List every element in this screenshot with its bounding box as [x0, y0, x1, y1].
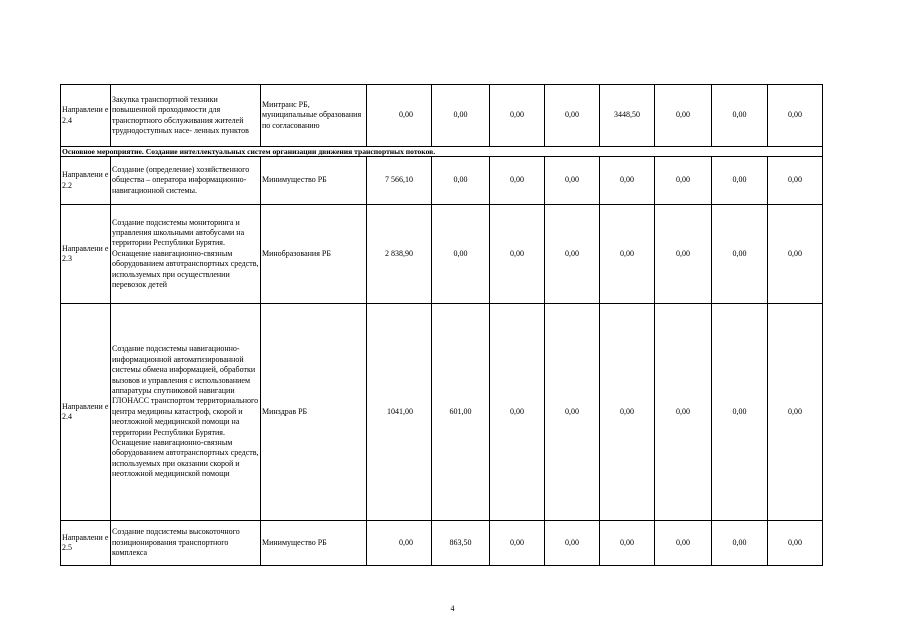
budget-table [60, 84, 823, 566]
value-cell: 0,00 [768, 304, 823, 521]
value-cell: 0,00 [768, 521, 823, 566]
value-cell: 0,00 [768, 85, 823, 147]
value-cell: 0,00 [545, 205, 600, 304]
value-cell: 0,00 [712, 157, 768, 205]
measure-name-cell: Создание подсистемы навигационно-информационной автоматизированной системы обмена информацией, обработки вызовов и управления с использованием аппаратуры спутниковой навигации ГЛОНАСС транспортом территориального центра медицины катастроф, скорой и неотложной медицинской помощи на территории Республики Бурятия. Оснащение навигационно-связным оборудованием автотранспортных средств, используемых при оказании скорой и неотложной медицинской помощи [111, 304, 261, 521]
value-cell: 0,00 [432, 157, 490, 205]
value-cell: 0,00 [545, 304, 600, 521]
value-cell: 0,00 [432, 205, 490, 304]
table-row [61, 304, 823, 521]
executor-cell: Минтранс РБ, муниципальные образования по согласованию [261, 85, 367, 147]
value-cell: 0,00 [768, 205, 823, 304]
value-cell: 0,00 [712, 205, 768, 304]
measure-name-cell: Создание подсистемы высокоточного позиционирования транспортного комплекса [111, 521, 261, 566]
value-cell: 0,00 [600, 521, 655, 566]
measure-name-cell: Закупка транспортной техники повышенной проходимости для транспортного обслуживания жителей труднодоступных насе- ленных пунктов [111, 85, 261, 147]
table-row [61, 521, 823, 566]
value-cell: 0,00 [545, 157, 600, 205]
value-cell: 0,00 [490, 521, 545, 566]
value-cell: 0,00 [655, 205, 712, 304]
value-cell: 2 838,90 [367, 205, 432, 304]
value-cell: 0,00 [600, 205, 655, 304]
direction-cell: Направлени е 2.4 [61, 304, 111, 521]
page-number: 4 [450, 604, 455, 613]
measure-name-cell: Создание подсистемы мониторинга и управления школьными автобусами на территории Республики Бурятия. Оснащение навигационно-связным оборудованием автотранспортных средств, используемых при осуществлении перевозок детей [111, 205, 261, 304]
value-cell: 3448,50 [600, 85, 655, 147]
value-cell: 7 566,10 [367, 157, 432, 205]
section-row [61, 147, 823, 157]
value-cell: 0,00 [600, 304, 655, 521]
value-cell: 0,00 [655, 85, 712, 147]
value-cell: 0,00 [490, 304, 545, 521]
measure-name-cell: Создание (определение) хозяйственного общества – оператора информационно-навигационной системы. [111, 157, 261, 205]
value-cell: 0,00 [712, 304, 768, 521]
section-title: Основное мероприятие. Создание интеллектуальных систем организации движения транспортных потоков. [61, 147, 823, 157]
value-cell: 601,00 [432, 304, 490, 521]
executor-cell: Минимущество РБ [261, 521, 367, 566]
value-cell: 0,00 [655, 157, 712, 205]
executor-cell: Минобразования РБ [261, 205, 367, 304]
value-cell: 0,00 [490, 205, 545, 304]
value-cell: 0,00 [655, 304, 712, 521]
value-cell: 0,00 [545, 85, 600, 147]
value-cell: 0,00 [712, 85, 768, 147]
value-cell: 0,00 [600, 157, 655, 205]
value-cell: 0,00 [432, 85, 490, 147]
value-cell: 0,00 [367, 85, 432, 147]
value-cell: 1041,00 [367, 304, 432, 521]
value-cell: 0,00 [655, 521, 712, 566]
executor-cell: Минимущество РБ [261, 157, 367, 205]
direction-cell: Направлени е 2.5 [61, 521, 111, 566]
table-row [61, 157, 823, 205]
direction-cell: Направлени е 2.4 [61, 85, 111, 147]
value-cell: 0,00 [545, 521, 600, 566]
direction-cell: Направлени е 2.3 [61, 205, 111, 304]
table-row [61, 205, 823, 304]
executor-cell: Минздрав РБ [261, 304, 367, 521]
table-row [61, 85, 823, 147]
value-cell: 0,00 [490, 157, 545, 205]
value-cell: 0,00 [712, 521, 768, 566]
value-cell: 0,00 [768, 157, 823, 205]
value-cell: 863,50 [432, 521, 490, 566]
value-cell: 0,00 [367, 521, 432, 566]
value-cell: 0,00 [490, 85, 545, 147]
direction-cell: Направлени е 2.2 [61, 157, 111, 205]
